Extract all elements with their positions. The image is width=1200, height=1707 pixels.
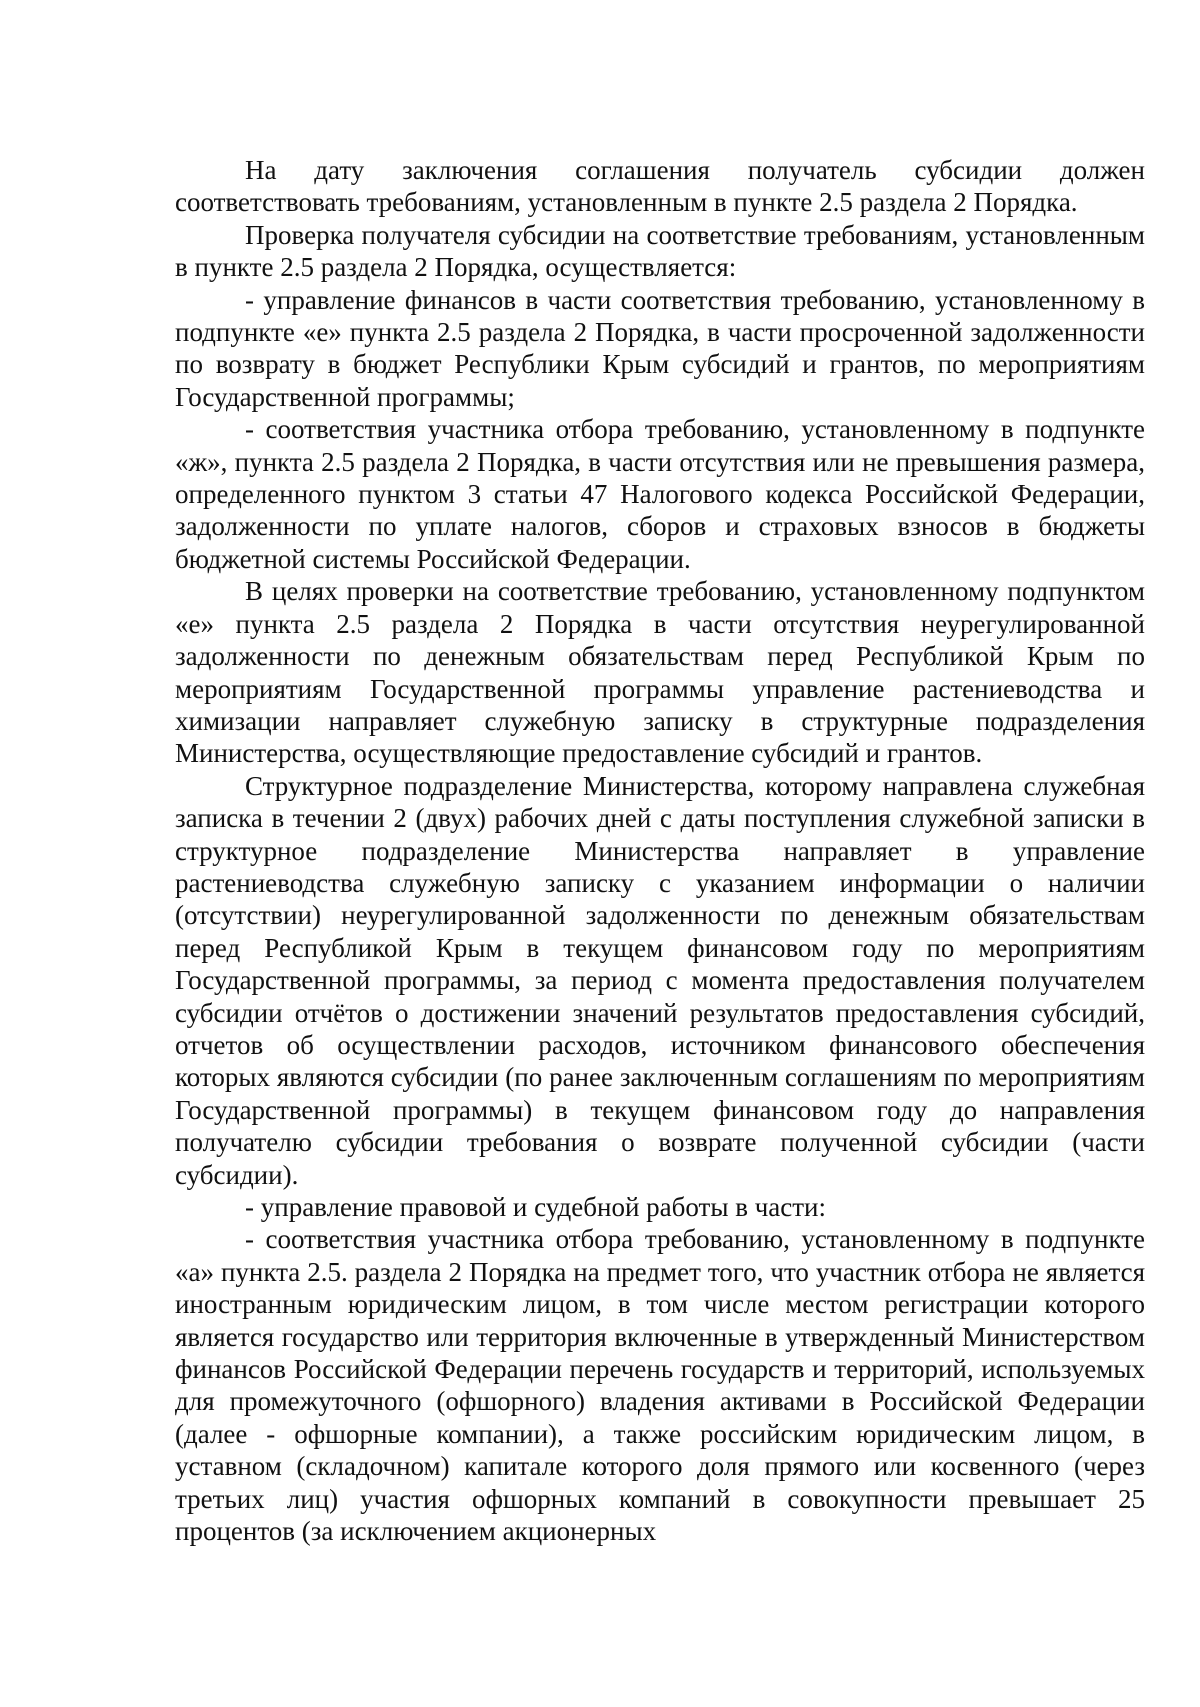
paragraph-legal-department: - управление правовой и судебной работы в части: — [245, 1192, 827, 1222]
paragraph-verification-intro: Проверка получателя субсидии на соответствие требованиям, установленным в пункте 2.5 раздела 2 Порядка, осуществляется: — [175, 219, 1145, 283]
paragraph-finance-department: - управление финансов в части соответствия требованию, установленному в подпункте «е» пункта 2.5 раздела 2 Порядка, в части просроченной задолженности по возврату в бюджет Республики Крым субсидий и грантов, по мероприятиям Государственной программы; — [175, 284, 1145, 412]
paragraph-tax-debt-check: - соответствия участника отбора требованию, установленному в подпункте «ж», пункта 2.5 раздела 2 Порядка, в части отсутствия или не превышения размера, определенного пунктом 3 статьи 47 Налогового кодекса Российской Федерации, задолженности по уплате налогов, сборов и страховых взносов в бюджеты бюджетной системы Российской Федерации. — [175, 414, 1145, 574]
paragraph-offshore-check: - соответствия участника отбора требованию, установленному в подпункте «а» пункта 2.5. раздела 2 Порядка на предмет того, что участник отбора не является иностранным юридическим лицом, в том числе местом регистрации которого является государство или территория включенные в утвержденный Министерством финансов Российской Федерации перечень государств и территорий, используемых для промежуточного (офшорного) владения активами в Российской Федерации (далее - офшорные компании), а также российским юридическим лицом, в уставном (складочном) капитале которого доля прямого или косвенного (через третьих лиц) участия офшорных компаний в совокупности превышает 25 процентов (за исключением акционерных — [175, 1224, 1145, 1547]
paragraph-structural-unit: Структурное подразделение Министерства, которому направлена служебная записка в течении 2 (двух) рабочих дней с даты поступления служебной записки в структурное подразделение Министерства направляет в управление растениеводства служебную записку с указанием информации о наличии (отсутствии) неурегулированной задолженности по денежным обязательствам перед Республикой Крым в текущем финансовом году по мероприятиям Государственной программы, за период с момента предоставления получателем субсидии отчётов о достижении значений результатов предоставления субсидий, отчетов об осуществлении расходов, источником финансового обеспечения которых являются субсидии (по ранее заключенным соглашениям по мероприятиям Государственной программы) в текущем финансовом году до направления получателю субсидии требования о возврате полученной субсидии (части субсидии). — [175, 770, 1145, 1190]
document-body — [175, 154, 1145, 1547]
paragraph-agreement-date: На дату заключения соглашения получатель субсидии должен соответствовать требованиям, установленным в пункте 2.5 раздела 2 Порядка. — [175, 155, 1145, 218]
paragraph-memo-procedure: В целях проверки на соответствие требованию, установленному подпунктом «е» пункта 2.5 раздела 2 Порядка в части отсутствия неурегулированной задолженности по денежным обязательствам перед Республикой Крым по мероприятиям Государственной программы управление растениеводства и химизации направляет служебную записку в структурные подразделения Министерства, осуществляющие предоставление субсидий и грантов. — [175, 576, 1145, 769]
